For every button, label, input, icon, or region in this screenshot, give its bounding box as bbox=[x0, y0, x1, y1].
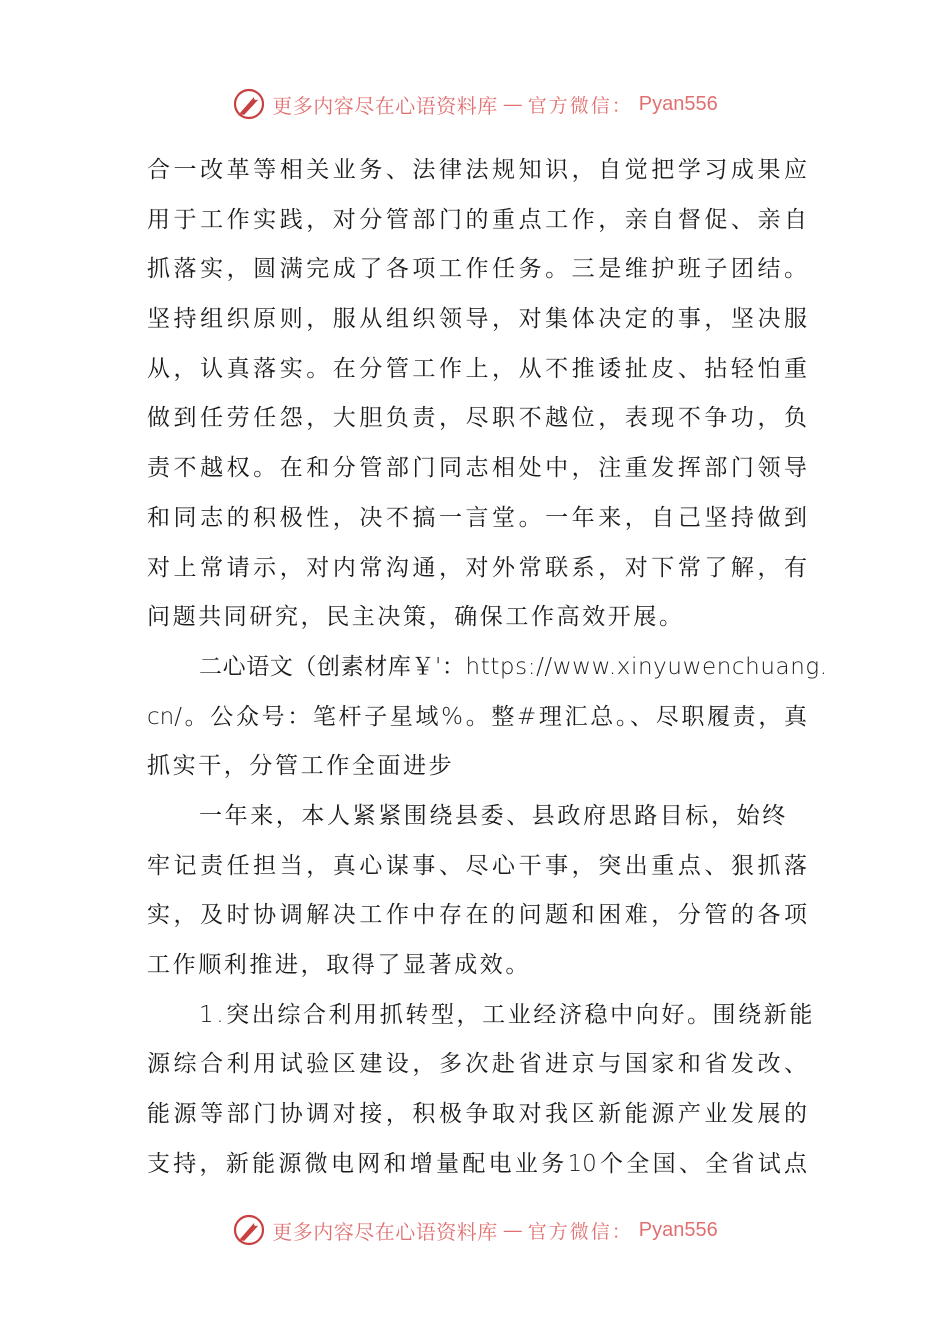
text-line: 实，及时协调解决工作中存在的问题和困难，分管的各项 bbox=[147, 902, 807, 929]
text-line: 二心语文（创素材库￥'：https://www.xinyuwenchuang. bbox=[199, 653, 828, 680]
text-line: 做到任劳任怨，大胆负责，尽职不越位，表现不争功，负 bbox=[147, 405, 807, 432]
text-line: 抓落实，圆满完成了各项工作任务。三是维护班子团结。 bbox=[147, 256, 807, 283]
text-line: 支持，新能源微电网和增量配电业务10个全国、全省试点 bbox=[147, 1150, 807, 1177]
wechat-label: 官方微信： bbox=[527, 94, 633, 117]
text-line: 一年来，本人紧紧围绕县委、县政府思路目标，始终 bbox=[199, 802, 788, 829]
text-line: 用于工作实践，对分管部门的重点工作，亲自督促、亲自 bbox=[147, 206, 807, 233]
pen-logo-icon bbox=[232, 1213, 266, 1247]
brand-separator: — bbox=[503, 1219, 522, 1240]
text-line: 能源等部门协调对接，积极争取对我区新能源产业发展的 bbox=[147, 1101, 807, 1128]
brand-text: 更多内容尽在心语资料库 bbox=[272, 1219, 498, 1244]
text-line: 1.突出综合利用抓转型，工业经济稳中向好。围绕新能 bbox=[199, 1001, 815, 1028]
text-line: 工作顺利推进，取得了显著成效。 bbox=[147, 952, 531, 978]
text-line: 和同志的积极性，决不搞一言堂。一年来，自己坚持做到 bbox=[147, 504, 807, 531]
text-line: 牢记责任担当，真心谋事、尽心干事，突出重点、狠抓落 bbox=[147, 852, 807, 879]
text-line: 责不越权。在和分管部门同志相处中，注重发挥部门领导 bbox=[147, 455, 807, 482]
text-line: 合一改革等相关业务、法律法规知识，自觉把学习成果应 bbox=[147, 157, 807, 183]
text-line: 对上常请示，对内常沟通，对外常联系，对下常了解，有 bbox=[147, 554, 807, 581]
wechat-label: 官方微信： bbox=[527, 1220, 633, 1243]
text-line: cn/。公众号：笔杆子星域%。整#理汇总。、尽职履责，真 bbox=[147, 703, 807, 730]
header-watermark bbox=[0, 84, 950, 124]
text-line: 从，认真落实。在分管工作上，从不推诿扯皮、拈轻怕重 bbox=[147, 355, 807, 382]
footer-watermark bbox=[0, 1210, 950, 1250]
brand-separator: — bbox=[503, 93, 522, 114]
wechat-id: Pyan556 bbox=[638, 1218, 718, 1241]
brand-text: 更多内容尽在心语资料库 bbox=[272, 93, 498, 118]
text-line: 源综合利用试验区建设，多次赴省进京与国家和省发改、 bbox=[147, 1051, 807, 1078]
text-line: 坚持组织原则，服从组织领导，对集体决定的事，坚决服 bbox=[147, 306, 807, 333]
wechat-id: Pyan556 bbox=[638, 92, 718, 115]
text-line: 抓实干，分管工作全面进步 bbox=[147, 753, 455, 780]
pen-logo-icon bbox=[232, 87, 266, 121]
document-body bbox=[147, 146, 828, 1189]
text-line: 问题共同研究，民主决策，确保工作高效开展。 bbox=[147, 604, 685, 631]
